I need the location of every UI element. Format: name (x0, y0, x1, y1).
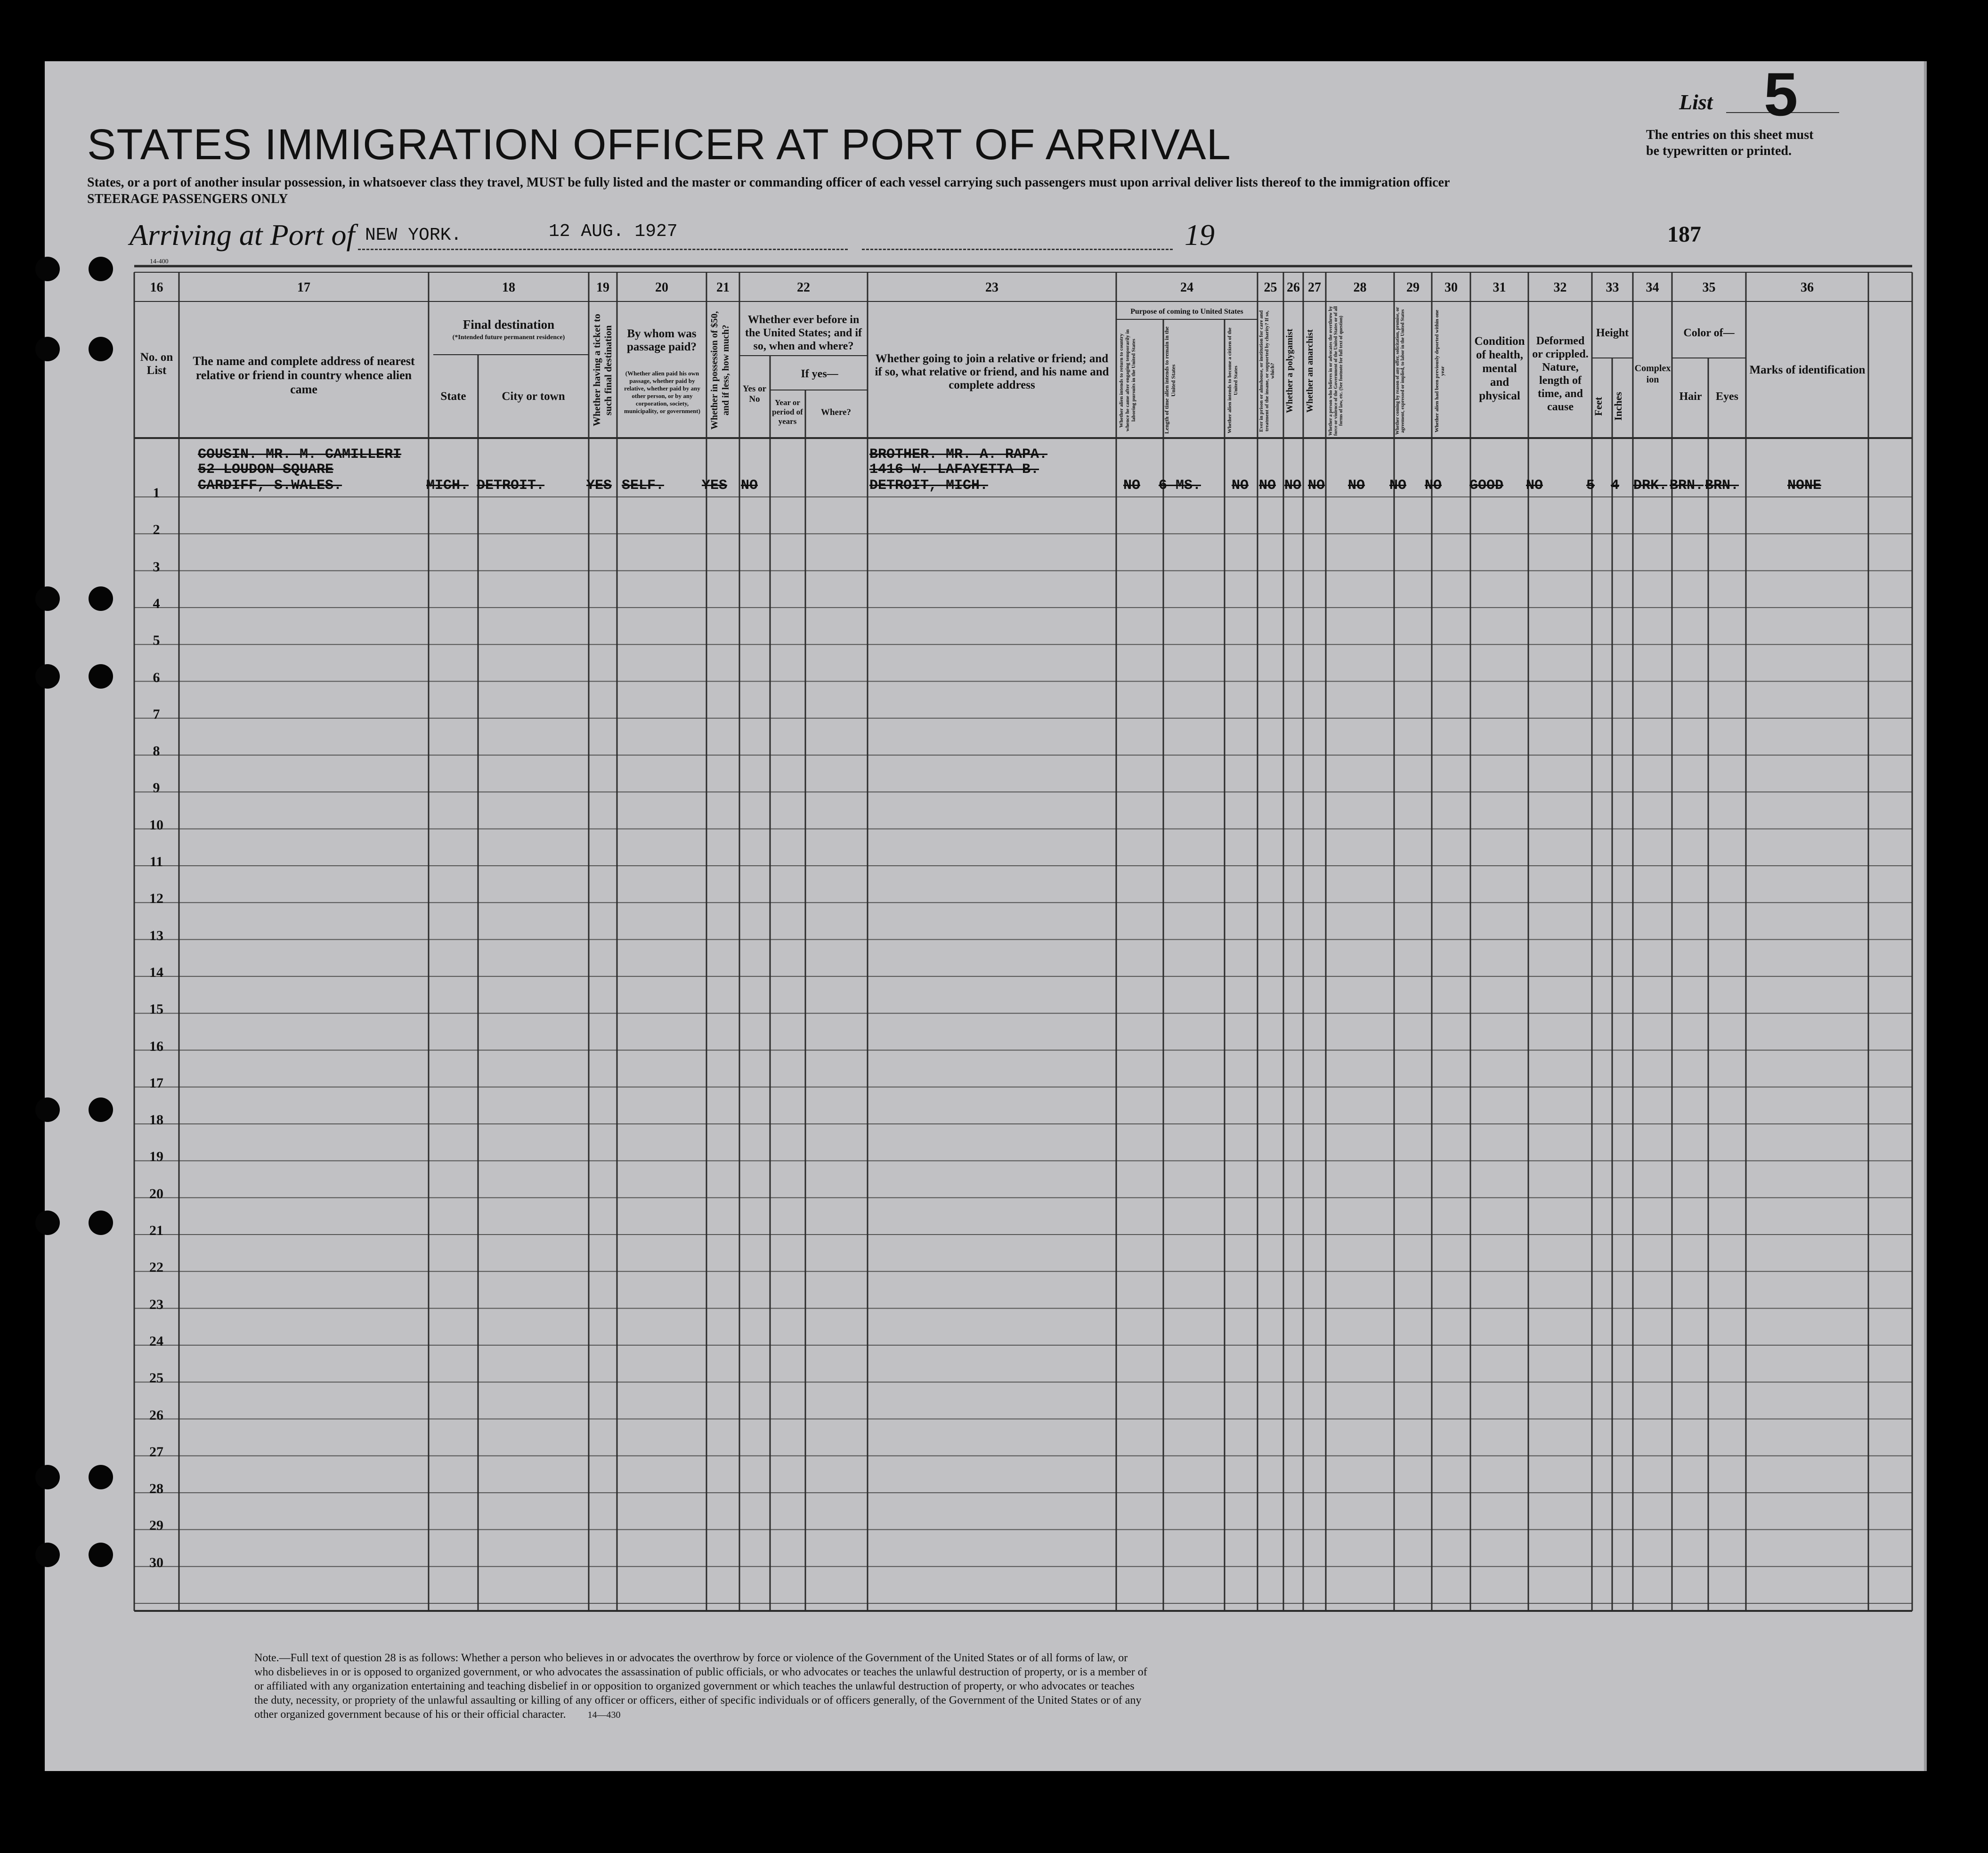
list-label: List (1679, 90, 1713, 114)
column-number: 23 (985, 280, 998, 295)
header-purpose-citizen: Whether alien intends to become a citizen of the United States (1227, 327, 1239, 433)
entry-money: YES (702, 478, 728, 494)
header-where: Where? (820, 407, 852, 417)
row-number: 10 (149, 817, 163, 833)
row-number: 19 (149, 1149, 163, 1165)
row-number: 15 (149, 1001, 163, 1017)
column-number: 27 (1308, 280, 1321, 295)
column-number: 33 (1606, 280, 1619, 295)
column-number: 35 (1702, 280, 1716, 295)
entry-promise: NO (1389, 478, 1407, 494)
entry-length: 6 MS. (1159, 478, 1201, 494)
column-number: 24 (1180, 280, 1193, 295)
header-hair: Hair (1679, 390, 1702, 403)
header-year-period: Year or period of years (772, 398, 803, 426)
entry-join-line: DETROIT, MICH. (869, 478, 989, 494)
row-number: 28 (149, 1481, 163, 1497)
header-join-relative: Whether going to join a relative or friend; and if so, what relative or friend, and his name and complete address (875, 352, 1109, 391)
header-eyes: Eyes (1716, 390, 1738, 403)
row-number: 6 (153, 669, 160, 685)
row-number: 14 (149, 964, 163, 980)
column-number: 19 (596, 280, 609, 295)
entry-hair: BRN. (1670, 478, 1704, 494)
row-number: 20 (149, 1186, 163, 1202)
header-prison: Ever in prison or almshouse, or institution for care and treatment of the insane, or supported by charity? If so, which? (1258, 310, 1275, 432)
entry-join-line: BROTHER. MR. A. RAPA. (869, 447, 1048, 463)
entry-anarchist: NO (1308, 478, 1325, 494)
entry-deformed: NO (1526, 478, 1543, 494)
row-number: 5 (153, 633, 160, 649)
header-purpose-return: Whether alien intends to return to country whence he came after engaging temporarily in laboring pursuits in the United States (1119, 329, 1136, 431)
entry-state: MICH. (426, 478, 469, 494)
footnote-form-code: 14—430 (587, 1710, 621, 1720)
row-number: 26 (149, 1407, 163, 1423)
entry-health: GOOD (1469, 478, 1504, 494)
date-value: 12 AUG. 1927 (549, 221, 678, 242)
header-money: Whether in possession of $50, and if less, how much? (709, 311, 731, 430)
column-number: 28 (1353, 280, 1367, 295)
header-complexion: Complexion (1634, 363, 1671, 385)
row-number: 22 (149, 1260, 163, 1276)
header-no-on-list: No. on List (140, 351, 173, 377)
row-number: 17 (149, 1075, 163, 1091)
column-number: 16 (150, 280, 163, 295)
header-yes-no: Yes or No (742, 384, 767, 404)
footnote (254, 1651, 1149, 1722)
row-number: 24 (149, 1333, 163, 1349)
header-passage-note: (Whether alien paid his own passage, whether paid by relative, whether paid by any other person, or by any corporation, society, municipality, or government) (624, 370, 700, 414)
column-number: 34 (1646, 280, 1659, 295)
column-number: 31 (1493, 280, 1506, 295)
header-color-of: Color of— (1683, 327, 1735, 339)
entry-deported: NO (1425, 478, 1442, 494)
page-title: STATES IMMIGRATION OFFICER AT PORT OF ARRIVAL (87, 121, 1231, 169)
entry-relative-line: COUSIN. MR. M. CAMILLERI (198, 447, 402, 463)
header-city: City or town (502, 390, 565, 403)
header-passage: By whom was passage paid? (627, 327, 697, 353)
column-number: 25 (1264, 280, 1277, 295)
header-marks: Marks of identification (1749, 364, 1866, 376)
entries-note-line: be typewritten or printed. (1646, 144, 1792, 158)
header-health: Condition of health, mental and physical (1474, 335, 1525, 402)
row-number: 30 (149, 1554, 163, 1570)
header-feet: Feet (1592, 397, 1604, 416)
row-number: 23 (149, 1296, 163, 1312)
column-number: 17 (297, 280, 310, 295)
row-number: 11 (149, 854, 163, 870)
row-number: 25 (149, 1370, 163, 1386)
entry-complexion: DRK. (1633, 478, 1668, 494)
row-number: 16 (149, 1038, 163, 1054)
column-number: 22 (797, 280, 810, 295)
page-number: 187 (1667, 222, 1701, 247)
header-ticket: Whether having a ticket to such final destination (591, 314, 614, 427)
header-purpose: Purpose of coming to United States (1130, 308, 1243, 316)
column-number: 36 (1801, 280, 1814, 295)
header-relative-address: The name and complete address of nearest relative or friend in country whence alien came (193, 354, 415, 396)
column-number: 21 (716, 280, 730, 295)
header-height: Height (1596, 327, 1629, 339)
header-final-destination: Final destination (463, 317, 555, 332)
header-deported: Whether alien had been previously deported within one year (1434, 309, 1445, 432)
entry-join-line: 1416 W. LAFAYETTA B. (869, 462, 1039, 478)
header-state: State (440, 390, 466, 403)
row-number: 4 (153, 595, 160, 611)
column-number: 18 (502, 280, 515, 295)
entry-passage: SELF. (622, 478, 665, 494)
row-number: 29 (149, 1518, 163, 1534)
header-anarchist: Whether an anarchist (1305, 329, 1315, 413)
row-number: 27 (149, 1444, 163, 1460)
arriving-label: Arriving at Port of (130, 218, 355, 252)
entry-feet: 5 (1586, 478, 1595, 494)
header-before-us: Whether ever before in the United States; and if so, when and where? (745, 314, 862, 352)
header-inches: Inches (1612, 391, 1624, 421)
header-deformed: Deformed or crippled. Nature, length of time, and cause (1532, 335, 1589, 413)
entry-overthrow: NO (1348, 478, 1365, 494)
entry-marks: NONE (1787, 478, 1822, 494)
row-number: 8 (153, 743, 160, 759)
footnote-text: Note.—Full text of question 28 is as follows: Whether a person who believes in or advocates the overthrow by force or violence of the Government of the United States or of all forms of law, or who disbelieves in or is opposed to organized government, or who advocates the assassination of public officials, or who advocates or teaches the unlawful destruction of property, or is a member of or affiliated with any organization entertaining and teaching disbelief in or opposition to organized government or which teaches the unlawful destruction of property, or who advocates or teaches the duty, necessity, or propriety of the unlawful assaulting or killing of any officer or officers, either of specific individuals or of officers generally, of the Government of the United States or of any other organized government because of his or their official character. (254, 1652, 1147, 1721)
column-number: 29 (1406, 280, 1420, 295)
row-number: 2 (153, 522, 160, 538)
header-final-destination-note: (*Intended future permanent residence) (452, 334, 565, 341)
entry-inches: 4 (1611, 478, 1620, 494)
column-number: 26 (1287, 280, 1300, 295)
row-number: 3 (153, 559, 160, 575)
header-if-yes: If yes— (801, 368, 838, 380)
row-number: 21 (149, 1223, 163, 1238)
header-purpose-length: Length of time alien intends to remain in the United States (1163, 326, 1177, 434)
entry-relative-line: 52 LOUDON SQUARE (198, 462, 334, 478)
entry-prison: NO (1259, 478, 1276, 494)
header-overthrow: Whether a person who believes in or advocates the overthrow by force or violence of the Government of the United States or of all forms of law, etc. (See footnote for full text of question) (1328, 306, 1344, 436)
form-code: 14-400 (150, 258, 169, 265)
column-number: 20 (655, 280, 668, 295)
entry-eyes: BRN. (1705, 478, 1739, 494)
column-number: 30 (1444, 280, 1458, 295)
row-number: 1 (153, 485, 160, 501)
port-value: NEW YORK. (365, 225, 462, 245)
row-number: 12 (149, 891, 163, 907)
entries-note-line: The entries on this sheet must (1646, 128, 1814, 142)
row-number: 13 (149, 927, 163, 943)
entry-ticket: YES (586, 478, 612, 494)
row-number: 18 (149, 1112, 163, 1128)
entry-return: NO (1123, 478, 1141, 494)
entry-polygamist: NO (1284, 478, 1302, 494)
class-text: STEERAGE PASSENGERS ONLY (87, 192, 288, 206)
header-polygamist: Whether a polygamist (1285, 328, 1295, 414)
row-number: 9 (153, 780, 160, 796)
entry-before: NO (741, 478, 758, 494)
year-prefix: 19 (1185, 218, 1215, 252)
column-number: 32 (1553, 280, 1567, 295)
header-promise: Whether coming by reason of any offer, solicitation, promise, or agreement, expressed or implied, to labor in the United States (1395, 307, 1405, 435)
list-number: 5 (1764, 60, 1798, 129)
entry-city: DETROIT. (477, 478, 545, 494)
entry-citizen: NO (1232, 478, 1249, 494)
row-number: 7 (153, 706, 160, 722)
intro-text: States, or a port of another insular possession, in whatsoever class they travel, MUST be fully listed and the master or commanding officer of each vessel carrying such passengers must upon arrival deliver lists thereof to the immigration officer (87, 175, 1450, 190)
entry-relative-line: CARDIFF, S.WALES. (198, 478, 342, 494)
